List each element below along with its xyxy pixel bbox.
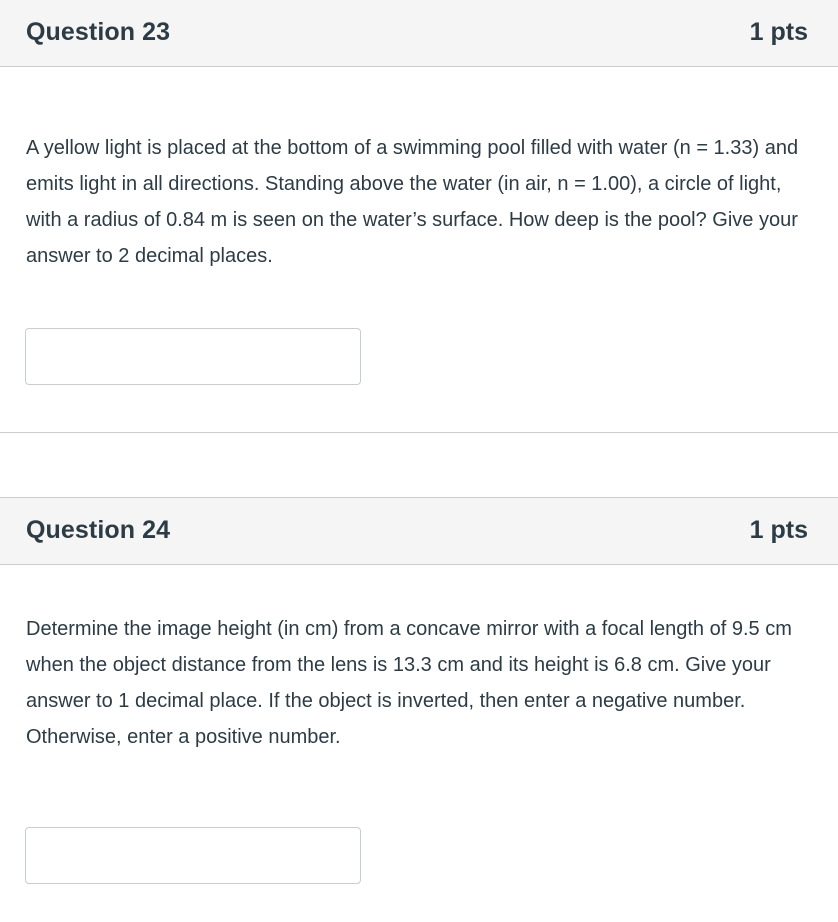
question-header [0,498,838,565]
question-points: 1 pts [749,18,808,46]
answer-input[interactable] [25,827,361,884]
question-points: 1 pts [749,516,808,544]
question-divider [0,432,838,433]
question-text: Determine the image height (in cm) from a concave mirror with a focal length of 9.5 cm when the object distance from the lens is 13.3 cm and its height is 6.8 cm. Give your answer to 1 decimal place. If the object is inverted, then enter a negative number. Otherwise, enter a positive number. [26,618,792,748]
question-text: A yellow light is placed at the bottom of a swimming pool filled with water (n = 1.33) and emits light in all directions. Standing above the water (in air, n = 1.00), a circle of light, with a radius of 0.84 m is seen on the water’s surface. How deep is the pool? Give your answer to 2 decimal places. [26,137,799,267]
question-title: Question 23 [26,18,171,46]
question-header [0,0,838,67]
question-24 [0,498,838,922]
question-23 [0,0,838,433]
answer-input[interactable] [25,328,361,385]
question-title: Question 24 [26,516,171,544]
